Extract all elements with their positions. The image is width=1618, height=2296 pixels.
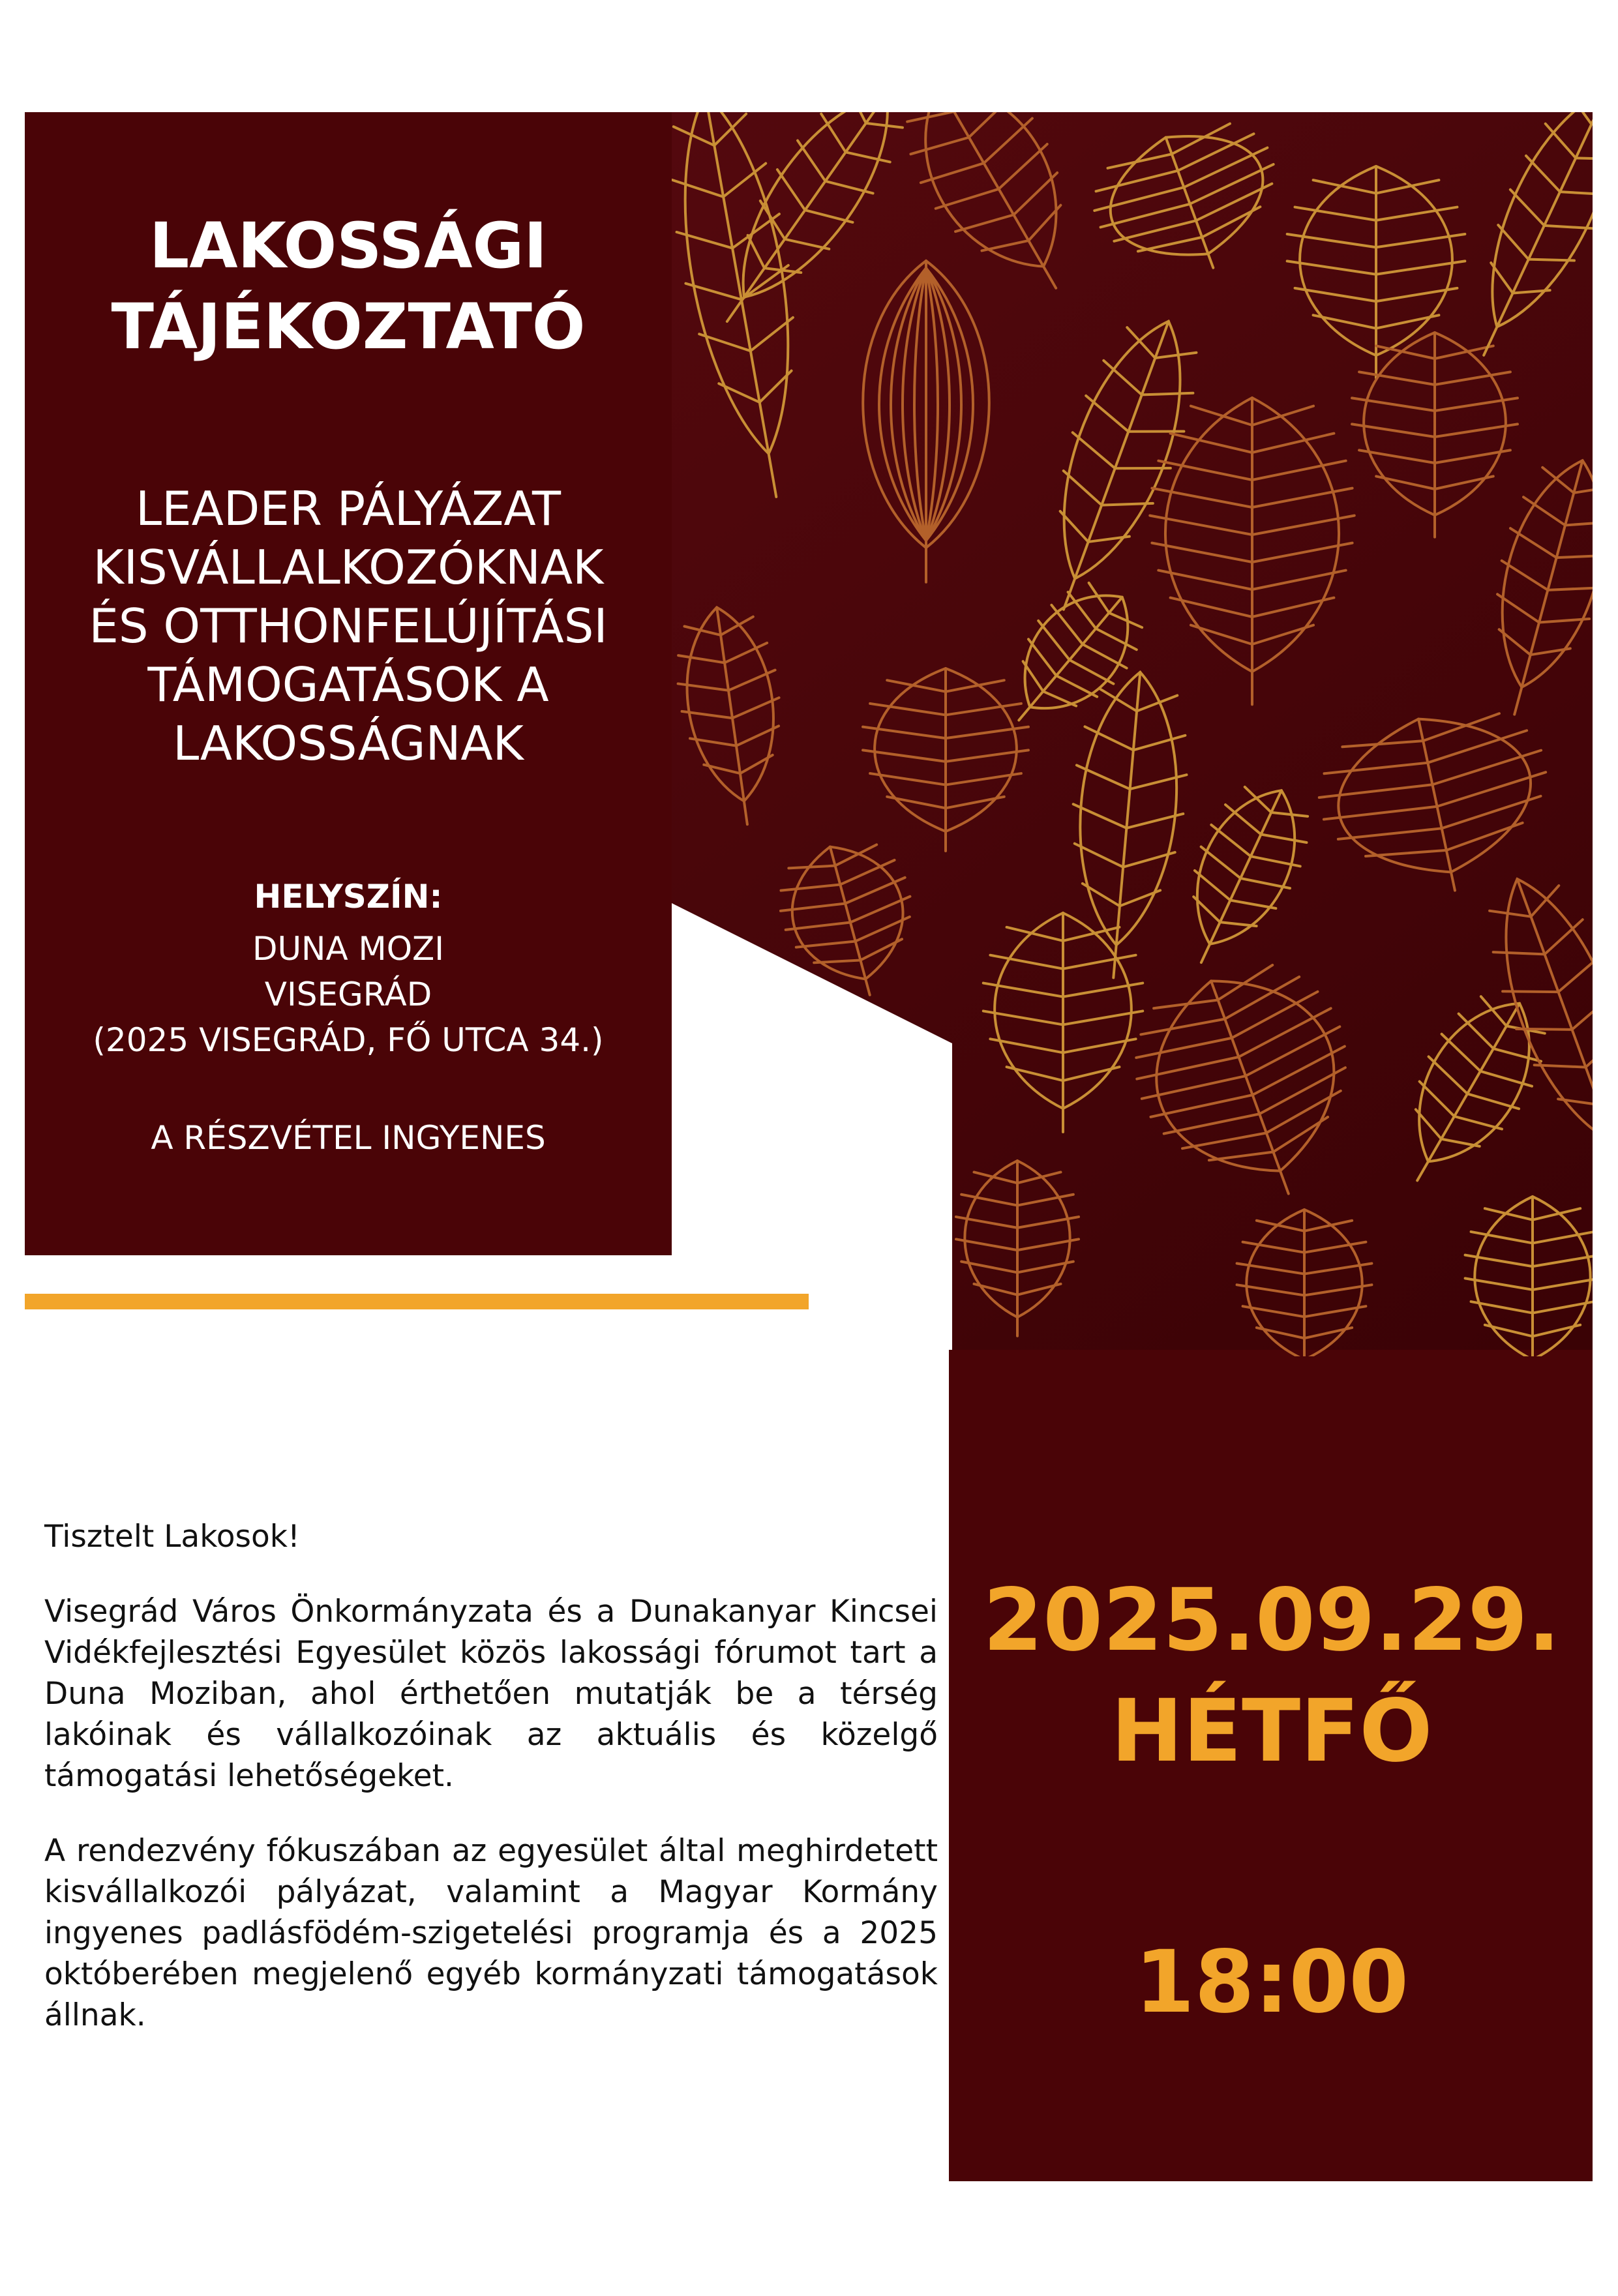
event-time: 18:00 bbox=[1134, 1932, 1409, 2033]
venue-city: VISEGRÁD bbox=[264, 976, 432, 1013]
paragraph: A rendezvény fókuszában az egyesület által meghirdetett kisvállalkozói pályázat, valamint a Magyar Kormány ingyenes padlásfödém-szigetelési programja és a 2025 októberében megjelenő egyéb kormányzati támogatások állnak. bbox=[44, 1833, 938, 2033]
subtitle-line: TÁMOGATÁSOK A bbox=[147, 657, 549, 712]
venue-address: (2025 VISEGRÁD, FŐ UTCA 34.) bbox=[93, 1021, 604, 1059]
subtitle-line: ÉS OTTHONFELÚJÍTÁSI bbox=[89, 599, 608, 653]
subtitle bbox=[25, 479, 672, 773]
venue-label: HELYSZÍN: bbox=[254, 878, 443, 916]
paragraph: Visegrád Város Önkormányzata és a Dunakanyar Kincsei Vidékfejlesztési Egyesület közös lakossági fórumot tart a Duna Moziban, ahol érthetően mutatják be a térség lakóinak és vállalkozóinak az aktuális és közelgő támogatási lehetőségeket. bbox=[44, 1594, 938, 1794]
event-day: HÉTFŐ bbox=[1111, 1681, 1433, 1782]
salutation: Tisztelt Lakosok! bbox=[44, 1519, 300, 1555]
title-line-2: TÁJÉKOZTATÓ bbox=[111, 290, 586, 363]
page-title bbox=[25, 205, 672, 367]
venue-name: DUNA MOZI bbox=[252, 930, 445, 968]
title-line-1: LAKOSSÁGI bbox=[149, 209, 547, 282]
event-date: 2025.09.29. bbox=[983, 1570, 1561, 1671]
subtitle-line: LEADER PÁLYÁZAT bbox=[136, 481, 561, 536]
body-text bbox=[44, 1516, 938, 2070]
free-entry-note: A RÉSZVÉTEL INGYENES bbox=[151, 1119, 546, 1157]
divider bbox=[25, 1294, 809, 1309]
subtitle-line: KISVÁLLALKOZÓKNAK bbox=[93, 540, 604, 595]
subtitle-line: LAKOSSÁGNAK bbox=[173, 716, 524, 771]
